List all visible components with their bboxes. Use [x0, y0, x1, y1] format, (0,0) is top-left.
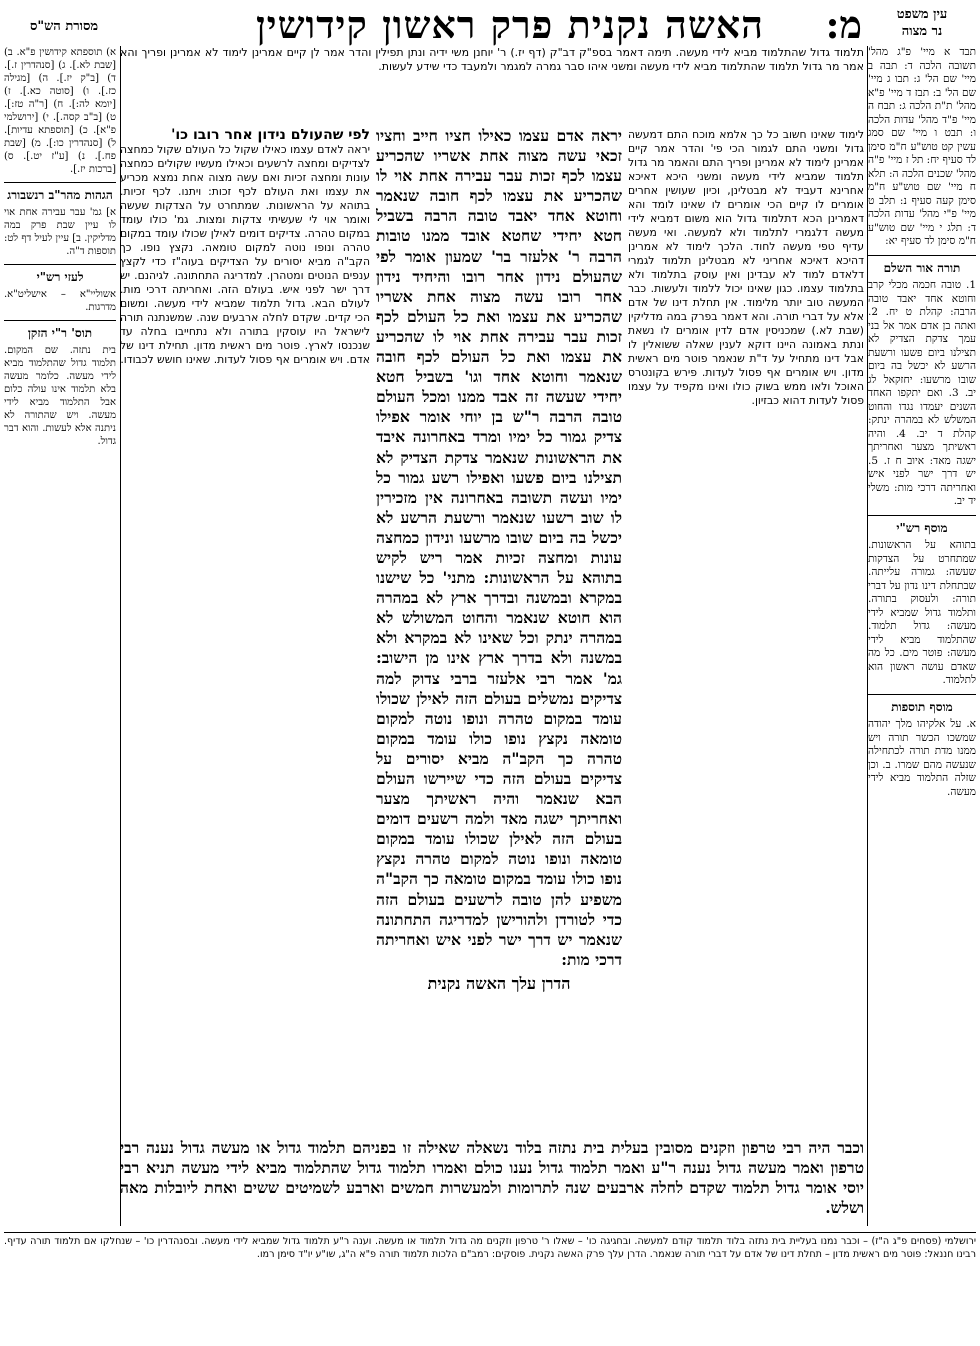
right-margin-column: [868, 46, 976, 1216]
laaz-rashi-text: אשוליי"א – אישליט"א. מדרגות.: [4, 289, 116, 313]
divider: [4, 182, 116, 183]
top-commentary: [120, 46, 864, 126]
divider: [4, 264, 116, 265]
torah-or-text: 1. טובה חכמה מכלי קרב וחוטא אחד יאבד טובה הרבה: קהלת ט יח. 2. ואתה בן אדם אמר אל בני עמך צדקת הצדיק לא תצילנו ביום פשעו ורשעת הרשע לא יכשל בה ביום שובו מרשעו: יחזקאל לג יב. 3. ואם יתקפו האחד השנים יעמדו נגדו והחוט המשלש לא במהרה ינתק: קהלת ד יב. 4. והיה ראשיתך מצער ואחריתך ישגה מאד: איוב ח ז. 5. יש דרך ישר לפני איש ואחריתה דרכי מות: משלי יד יב.: [868, 279, 976, 507]
tosafot-text: לימוד שאינו חשוב כל כך אלמא מוכח התם דמעשה גדול ומשני התם לגמור הכי פי' והדר אמר קיים אמרינן לימוד לא אמרינן ופריך התם והאמר מר גדול תלמוד שמביא לידי מעשה ומשני היכא דאיכא אחרינא דעביד לא מבטלינן, וכיון שעושין אחרים אומרים לו קיים הכי אומרים לו שאינו לומד והא דאמרינן הכא דתלמוד גדול הוא משום דמביא לידי מעשה דלגמרי לתלמוד ולא למעשה. ואי מעשה עדיף טפי מעשה לחוד. הלכך לימוד לא אמרינן דהיכא דאיכא אחריני לא מבטלינן תלמוד לגמרי דלאדם למוד לא עבדינן ואין עוסק בתלמוד ולא בתלמוד עצמו. כגון שאינו יכול ללמוד ולעשות. כבר המעשה טוב יותר מלימוד. אין תחלת דינו של אדם אלא על דברי תורה. והא דאמר בפרק במה מדליקין (שבת לא.) שמכניסין אדם לדין אומרים לו נשאת ונתת באמונה היינו דוקא לענין שאלה ששואלין לו אבל דינו מתחיל על ד"ת שנאמר פוטר מים ראשית מדון. ויש אומרים אף פסול לעדות. פירש בקונטרס האוכל ולאו ממש בשוק כולו ואינו מקפיד על עצמו פסול לעדות דהוא כבזיון.: [628, 128, 864, 407]
bottom-gemara-text: וכבר היה רבי טרפון וזקנים מסובין בעלית בית נתזה בלוד נשאלה שאילה זו בפניהם תלמוד גדול או מעשה גדול נענה רבי טרפון ואמר מעשה גדול נענה ר"ע ואמר תלמוד גדול נענו כולם ואמרו תלמוד גדול שהתלמוד מביא לידי מעשה תניא רבי יוסי אומר גדול תלמוד שקדם לחלה ארבעים שנה לתרומות ולמעשרות חמשים וארבע לשמיטים ששים ואחת ליובלות מאה ושלש.: [120, 1138, 864, 1217]
musaf-rashi-text: בתוהא על הראשונות. שמתחרט על הצדקות שעשה: גמורה עלייתה. שבתחלת דינו נדון על דברי תורה: ולעסוק בתורה. ותלמוד גדול שמביא לידי מעשה: גדול תלמוד. שהתלמוד מביא לידי מעשה: פוטר מים. כל מה שאדם עושה ראשון הוא לתלמוד.: [868, 539, 976, 686]
tosafot-rid-text: בית נתזה. שם המקום. תלמוד גדול שהתלמוד מביא לידי מעשה. כלומר מעשה בלא תלמוד אינו עולה כלום אבל התלמוד מביא לידי מעשה. ויש שהתורה לא ניתנה אלא לעשות. והוא דבר גדול.: [4, 345, 116, 447]
masoret-hashas-label: מסורת הש"ס: [29, 19, 99, 34]
masoret-hashas-text: א) תוספתא קידושין פ"א. ב) [שבת לא.]. ג) [סנהדרין ז.]. ד) [ב"ק יז.]. ה) [מגילה כז.]. ו) [סוטה כא.]. ז) [יומא לה:]. ח) [ר"ה טז:]. ט) [ב"ב קסה.]. י) [ירושלמי פ"א]. כ) [תוספתא עדיות]. ל) [סנהדרין כו:]. מ) [שבת פח.]. נ) [ע"ז יט.]. ס) [ברכות יז.].: [4, 47, 116, 175]
top-commentary-text: תלמוד גדול שהתלמוד מביא לידי מעשה. תימה דאמר בספ"ק דב"ק (דף יז.) ר' יוחנן משי ידיה ונתן תפילין והדר אמר לן קיים אמרינן לימוד לא אמרינן ופריך והא אמר מר גדול תלמוד שהתלמוד מביא לידי מעשה ומשני איהו סבר גמרה למגמר ולמעבד כדי שידע לעשות.: [120, 46, 864, 73]
divider: [868, 694, 976, 695]
rashi-heading: לפי שהעולם נידון אחר רובו כו': [171, 128, 370, 143]
ein-mishpat-text: תבד א מיי' פ"ג מהל' תשובה הלכה ד: תבה ב מיי' שם הל' ג: תבו ג מיי' שם הל' ב: תבז ד מיי' פ"א מהל' ת"ת הלכה ג: תבח ה מיי' פ"ד מהל' עדות הלכה ו: תבט ו מיי' שם סמג עשין קט טוש"ע ח"מ סימן לד סעיף יח: תל ז מיי' פ"ה מהל' שכנים הלכה ה: תלא ח מיי' שם טוש"ע ח"מ סימן קעה סעיף נ: תלב ט מיי' פ"י מהל' עדות הלכה ד: תלג י מיי' שם טוש"ע ח"מ סימן לד סעיף יא:: [868, 46, 976, 247]
bottom-gemara: [120, 1138, 864, 1228]
gemara-text: יראה אדם עצמו כאילו חציו חייב וחציו זכאי עשה מצוה אחת אשריו שהכריע עצמו לכף זכות עבר עבירה אחת אוי לו שהכריע את עצמו לכף חובה שנאמר וחוטא אחד יאבד טובה הרבה בשביל חטא יחידי שחטא אובד ממנו טובות הרבה ר' אלעזר בר' שמעון אומר לפי שהעולם נידון אחר רובו והיחיד נידון אחר רובו עשה מצוה אחת אשריו שהכריע את עצמו ואת כל העולם לכף זכות עבר עבירה אחת אוי לו שהכריע את עצמו ואת כל העולם לכף חובה שנאמר וחוטא אחד וגו' בשביל חטא יחידי שעשה זה אבד ממנו ומכל העולם טובה הרבה ר"ש בן יוחי אומר אפילו צדיק גמור כל ימיו ומרד באחרונה איבד את הראשונות שנאמר צדקת הצדיק לא תצילנו ביום פשעו ואפילו רשע גמור כל ימיו ועשה תשובה באחרונה אין מזכירין לו שוב רשעו שנאמר ורשעת הרשע לא יכשל בה ביום שובו מרשעו ונידון כמחצה עונות ומחצה זכיות אמר ריש לקיש בתוהא על הראשונות: מתני' כל שישנו במקרא ובמשנה ובדרך ארץ לא במהרה הוא חוטא שנאמר והחוט המשולש לא במהרה ינתק וכל שאינו לא במקרא ולא במשנה ולא בדרך ארץ אינו מן הישוב: גמ' אמר רבי אלעזר ברבי צדוק למה צדיקים נמשלים בעולם הזה לאילן שכולו עומד במקום טהרה ונופו נוטה למקום טומאה נקצץ נופו כולו עומד במקום טהרה כך הקב"ה מביא יסורים על צדיקים בעולם הזה כדי שיירשו העולם הבא שנאמר והיה ראשיתך מצער ואחריתך ישגה מאד ולמה רשעים דומים בעולם הזה לאילן שכולו עומד במקום טומאה ונופו נוטה למקום טהרה נקצץ נופו כולו עומד במקום טומאה כך הקב"ה משפיע להן טובה לרשעים בעולם הזה כדי לטורדן ולהורישן למדריגה התחתונה שנאמר יש דרך ישר לפני איש ואחריתה דרכי מות:: [376, 126, 622, 969]
rashi-column: [120, 128, 370, 1136]
torah-or-heading: תורה אור השלם: [883, 260, 961, 275]
musaf-tosafot-heading: מוסף תוספות: [891, 699, 953, 714]
divider: [868, 515, 976, 516]
page-title: האשה נקנית פרק ראשון קידושין: [255, 2, 765, 47]
ner-mitzvah-title: נר מצוה: [901, 24, 943, 39]
tosafot-column: [628, 128, 864, 1136]
musaf-tosafot-text: א. על אלקיהו מלך יהודה שמשכו הכשר תורה ויש ממנו מדת תורה לכתחילה שנעשה מהם שמרו. ב. וכן שזלה התלמוד מביא לידי מעשה.: [868, 718, 976, 798]
divider: [868, 255, 976, 256]
footer-notes: [4, 1232, 976, 1340]
haghahot-heading: הגהות מהר"ב רנשבורג: [7, 188, 113, 202]
haghahot-text: א] גמ' עבר עבירה אחת אוי לו עיין שבת פרק במה מדליקין. ב] עיין לעיל דף לט: תוספות ד"ה.: [4, 207, 116, 257]
footer-notes-text: ירושלמי (פסחים פ"ג ה"ז) – וכבר נמנו בעליית בית נתזה בלוד תלמוד קודם למעשה. ובחגיגה כו' – שאלו ר' טרפון וזקנים מה גדול תלמוד או מעשה. וענה ר"ע תלמוד גדול שמביא לידי מעשה. ובסנהדרין כו' – שנחלקו אם תלמוד תורה עדיף. רבינו חננאל: פוטר מים ראשית מדון – תחלת דינו של אדם על דברי תורה שנאמר. הדרן עלך פרק האשה נקנית. פוסקים: רמב"ם הלכות תלמוד תורה פ"א ה"ג, שו"ע יו"ד סימן רמו.: [4, 1236, 976, 1260]
divider: [4, 320, 116, 321]
tosafot-rid-heading: תוס' ר"י הזקן: [27, 326, 93, 340]
rashi-text: יראה לאדם עצמו כאילו שקול כל העולם שקול כמחצה לצדיקים ומחצה לרשעים וכאילו מעשיו שקולים כמחצה עונות ומחצה זכיות ואם עשה מצוה אחת נמצא מכריע את עצמו ואת העולם לכף זכות: ויתנו. לכף זכיות. בתוהא על הראשונות. שמתחרט על הצדקות שעשה ואומר אוי לי שעשיתי צדקות ומצות. גמ' כולו עומד במקום טהרה. צדיקים דומים לאילן שכולו עומד במקום טהרה ונופו נוטה למקום טומאה. נקצץ נופו. כך הקב"ה מביא יסורים על הצדיקים בעוה"ז כדי לקצץ ענפים הנוטים ומטהרן. למדריגה התחתונה. לגיהנם. יש דרך ישר לפני איש. בעולם הזה. ואחריתה דרכי מות. לעולם הבא. גדול תלמוד שמביא לידי מעשה. ומשום הכי קדים. שקדם לחלה ארבעים שנה. שמשנתנה תורה לישראל היו עוסקין בתורה ולא נתחייבו בחלה עד שנכנסו לארץ. פוטר מים ראשית מדון. תחילת דינו של אדם. ויש אומרים אף פסול לעדות. שאינו חושש לכבודו.: [120, 143, 370, 366]
laaz-rashi-heading: לעזי רש"י: [36, 270, 84, 284]
musaf-rashi-heading: מוסף רש"י: [896, 520, 948, 535]
ein-mishpat-title: עין משפט: [896, 7, 948, 22]
hadran-label: הדרן עלך האשה נקנית: [427, 973, 571, 993]
left-margin-column: [4, 46, 116, 1086]
ein-mishpat-label: [870, 6, 974, 40]
gemara-column: [376, 126, 622, 1138]
daf-number: מ:: [825, 2, 862, 47]
